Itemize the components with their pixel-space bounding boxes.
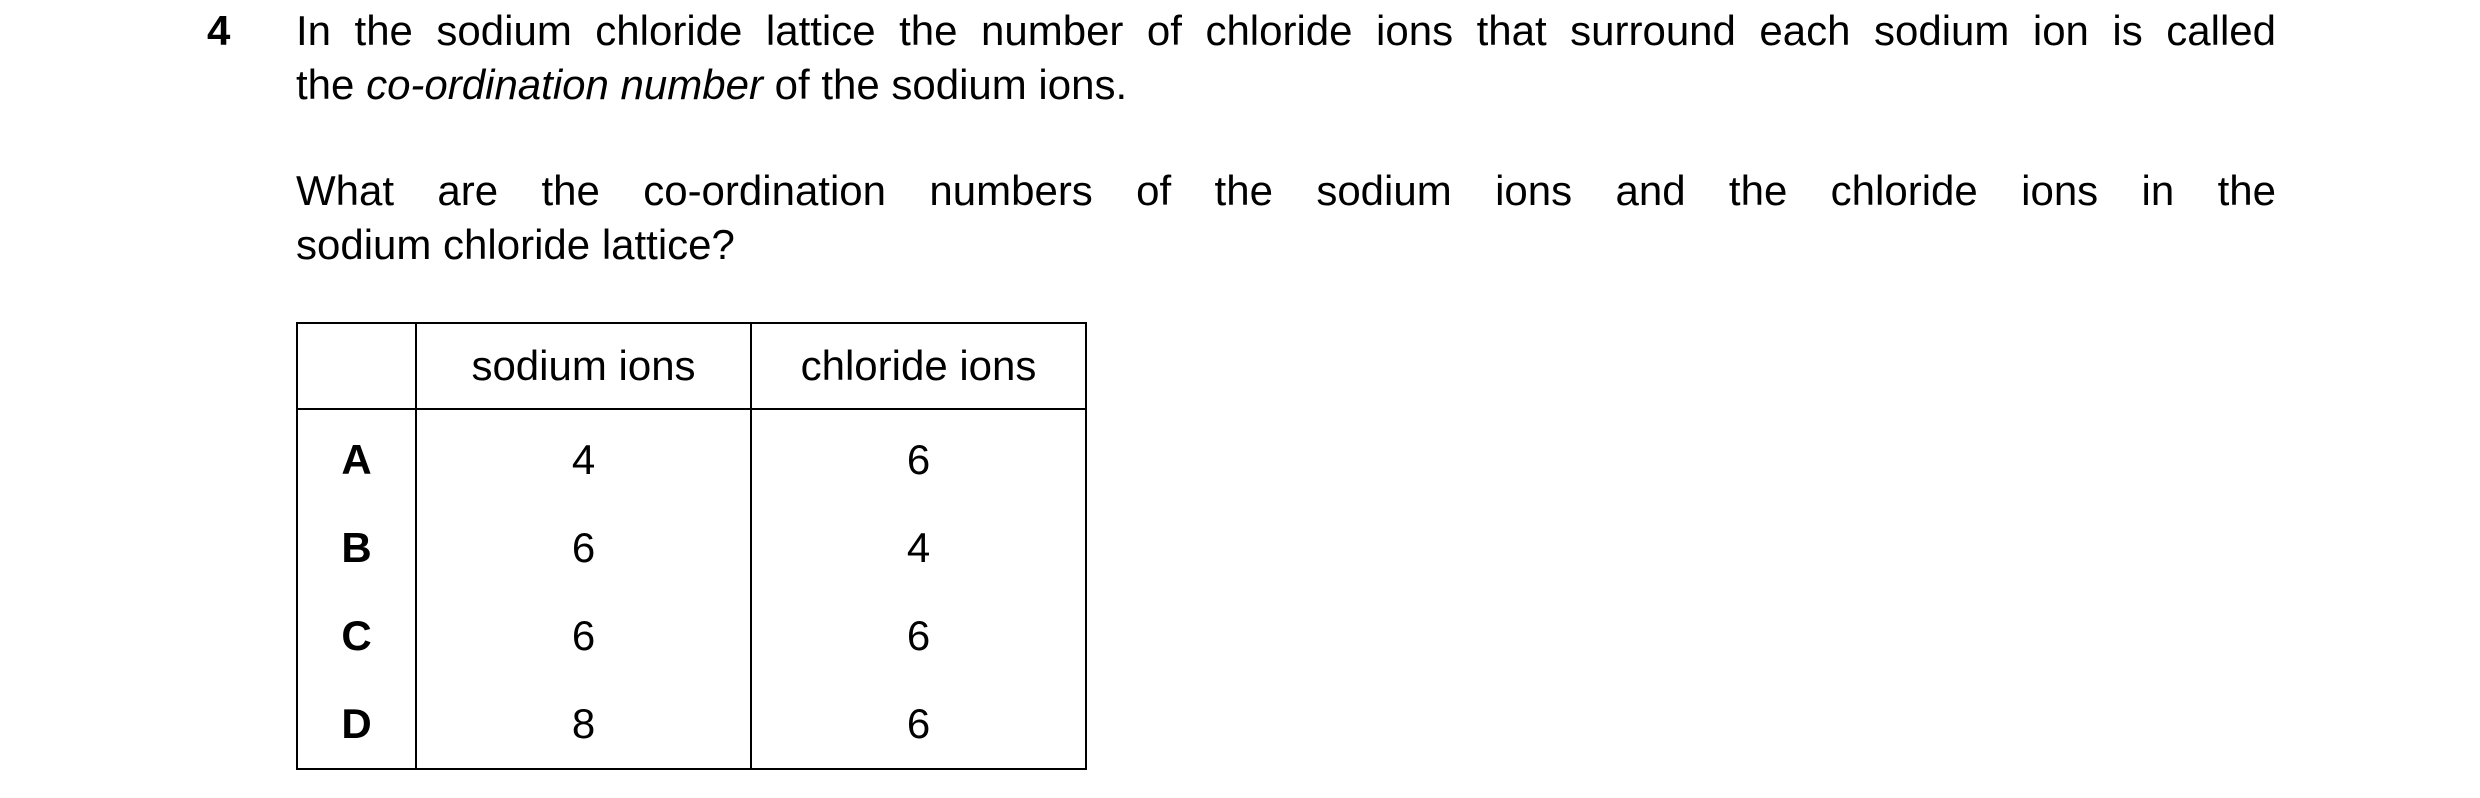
sodium-value: 6 (416, 504, 751, 592)
paragraph-2-line-1: What are the co-ordination numbers of the sodium ions and the chloride ions in the (296, 167, 2276, 214)
option-letter: A (297, 409, 416, 504)
table-row (297, 504, 1086, 592)
chloride-value: 6 (751, 409, 1086, 504)
answer-options-table (296, 322, 1087, 770)
line-2-prefix: the (296, 61, 367, 108)
chloride-value: 6 (751, 680, 1086, 769)
sodium-value: 4 (416, 409, 751, 504)
option-letter: C (297, 592, 416, 680)
paragraph-1-line-2 (296, 58, 2276, 112)
paragraph-2-line-2: sodium chloride lattice? (296, 221, 735, 268)
defined-term: co-ordination number (366, 61, 763, 108)
question-number: 4 (207, 7, 231, 54)
question-stem (296, 4, 2276, 272)
option-letter: B (297, 504, 416, 592)
option-letter: D (297, 680, 416, 769)
sodium-value: 6 (416, 592, 751, 680)
chloride-value: 6 (751, 592, 1086, 680)
table-row (297, 592, 1086, 680)
header-chloride-ions: chloride ions (751, 323, 1086, 409)
header-sodium-ions: sodium ions (416, 323, 751, 409)
chloride-value: 4 (751, 504, 1086, 592)
table-row (297, 680, 1086, 769)
line-2-suffix: of the sodium ions. (762, 61, 1128, 108)
paragraph-1-line-1: In the sodium chloride lattice the number of chloride ions that surround each sodium ion is called (296, 7, 2276, 54)
table-header-row (297, 323, 1086, 409)
table-row (297, 409, 1086, 504)
sodium-value: 8 (416, 680, 751, 769)
question-paragraph-2 (296, 164, 2276, 272)
header-corner-cell (297, 323, 416, 409)
question-paragraph-1 (296, 4, 2276, 112)
